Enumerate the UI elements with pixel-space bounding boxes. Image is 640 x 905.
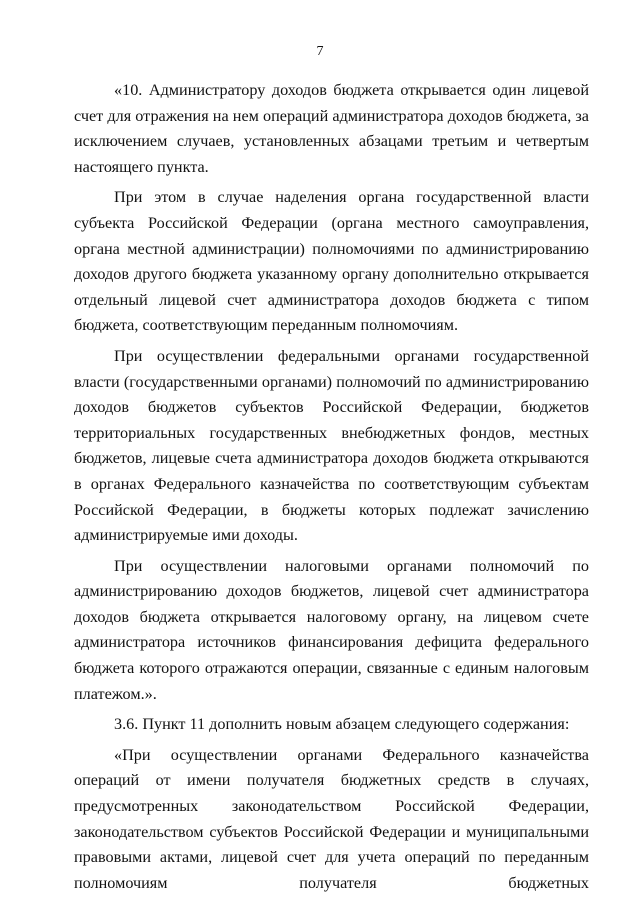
paragraph-treasury-operations: «При осуществлении органами Федерального казначейства операций от имени получателя бюджетных средств в случаях, предусмотренных законодательством Российской Федерации, законодательством субъектов Российской Федерации и муниципальными правовыми актами, лицевой счет для учета операций по переданным полномочиям получателя бюджетных <box>74 745 589 892</box>
page-number: 7 <box>316 44 324 59</box>
paragraph-amendment-item-11: 3.6. Пункт 11 дополнить новым абзацем следующего содержания: <box>114 715 570 734</box>
paragraph-delegated-powers: При этом в случае наделения органа государственной власти субъекта Российской Федерации (органа местного самоуправления, органа местной администрации) полномочиями по администрированию доходов другого бюджета указанному органу дополнительно открывается отдельный лицевой счет администратора доходов бюджета с типом бюджета, соответствующим переданным полномочиям. <box>74 188 589 335</box>
paragraph-tax-authorities: При осуществлении налоговыми органами полномочий по администрированию доходов бюджетов, лицевой счет администратора доходов бюджета открывается налоговому органу, на лицевом счете администратора источников финансирования дефицита федерального бюджета которого отражаются операции, связанные с единым налоговым платежом.». <box>74 556 589 703</box>
document-body <box>74 78 589 896</box>
paragraph-federal-bodies: При осуществлении федеральными органами государственной власти (государственными органами) полномочий по администрированию доходов бюджетов субъектов Российской Федерации, бюджетов территориальных государственных внебюджетных фондов, местных бюджетов, лицевые счета администратора доходов бюджета открываются в органах Федерального казначейства по соответствующим субъектам Российской Федерации, в бюджеты которых подлежат зачислению администрируемые ими доходы. <box>74 346 589 545</box>
paragraph-administrator-account: «10. Администратору доходов бюджета открывается один лицевой счет для отражения на нем операций администратора доходов бюджета, за исключением случаев, установленных абзацами третьим и четвертым настоящего пункта. <box>74 81 589 176</box>
